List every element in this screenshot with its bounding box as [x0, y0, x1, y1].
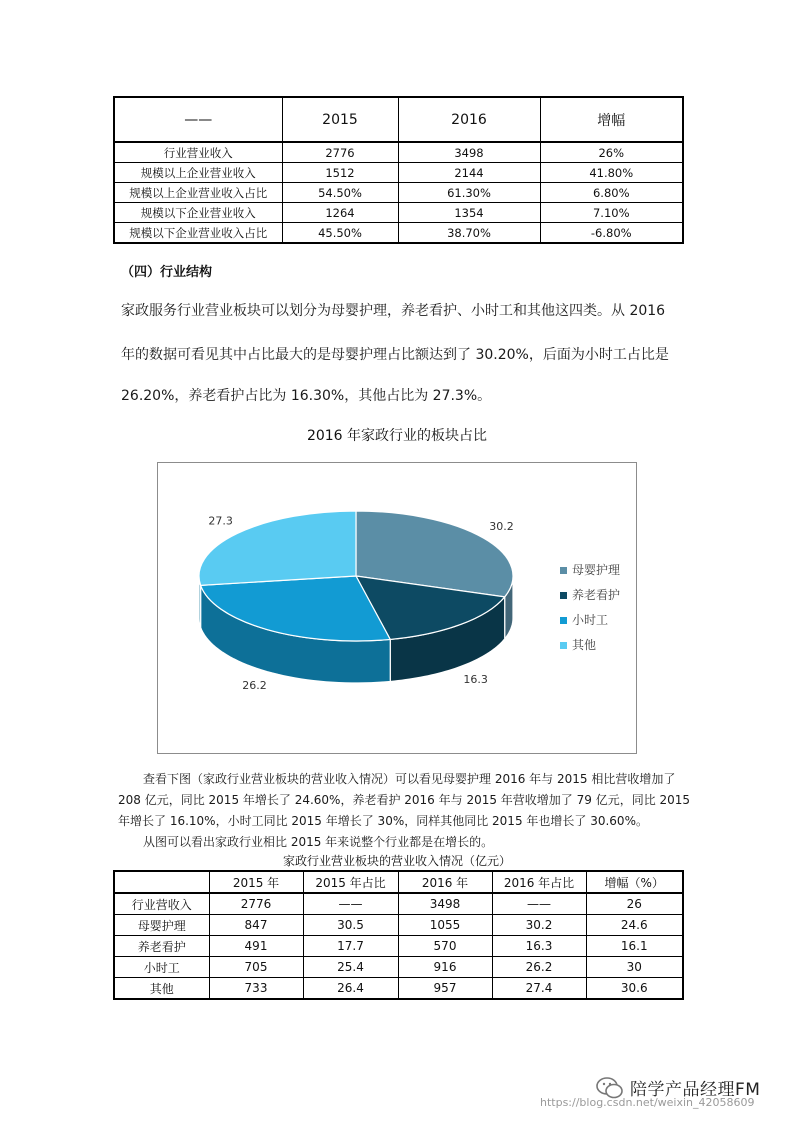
table-cell: 1264 — [282, 203, 398, 223]
revenue-table — [113, 96, 684, 244]
table-cell: 30 — [586, 957, 683, 978]
pie-data-label: 26.2 — [242, 679, 267, 693]
table-row — [114, 893, 683, 915]
pie-data-label: 16.3 — [463, 672, 488, 686]
table-cell: —— — [492, 893, 586, 915]
table-cell: 行业营收入 — [114, 893, 209, 915]
chart-title: 2016 年家政行业的板块占比 — [306, 428, 488, 444]
table-row — [114, 163, 683, 183]
table-row — [114, 203, 683, 223]
table-header-cell — [114, 871, 209, 893]
table-cell: 其他 — [114, 978, 209, 1000]
table-cell: 30.2 — [492, 915, 586, 936]
paragraph-line: 家政服务行业营业板块可以划分为母婴护理，养老看护、小时工和其他这四类。从 2016 — [121, 303, 666, 319]
table-cell: 1512 — [282, 163, 398, 183]
table-cell: 957 — [398, 978, 492, 1000]
table-header-cell: 增幅 — [540, 97, 683, 142]
table-cell: -6.80% — [540, 223, 683, 244]
table-cell: 规模以下企业营业收入占比 — [114, 223, 282, 244]
table-cell: 26% — [540, 142, 683, 163]
table-cell: 847 — [209, 915, 303, 936]
legend-swatch — [560, 642, 567, 649]
legend-label: 母婴护理 — [572, 563, 621, 577]
table-header-cell: 2015 年 — [209, 871, 303, 893]
table-cell: 小时工 — [114, 957, 209, 978]
legend-label: 养老看护 — [572, 588, 621, 602]
watermark-url: https://blog.csdn.net/weixin_42058609 — [540, 1096, 755, 1109]
table-cell: 916 — [398, 957, 492, 978]
table-cell: 25.4 — [303, 957, 398, 978]
table-cell: 733 — [209, 978, 303, 1000]
table-cell: 24.6 — [586, 915, 683, 936]
table-cell: 26 — [586, 893, 683, 915]
table-cell: 54.50% — [282, 183, 398, 203]
table-cell: 规模以上企业营业收入占比 — [114, 183, 282, 203]
pie-chart — [158, 463, 638, 755]
table-cell: 570 — [398, 936, 492, 957]
table-cell: 2776 — [282, 142, 398, 163]
table-cell: 1354 — [398, 203, 540, 223]
table-cell: 2776 — [209, 893, 303, 915]
table-cell: 30.6 — [586, 978, 683, 1000]
paragraph-line: 26.20%，养老看护占比为 16.30%，其他占比为 27.3%。 — [121, 388, 492, 404]
table-header-cell: 2015 — [282, 97, 398, 142]
table-cell: 27.4 — [492, 978, 586, 1000]
table-header-cell: 2016 年 — [398, 871, 492, 893]
table-cell: 26.2 — [492, 957, 586, 978]
table-header-cell: 2016 年占比 — [492, 871, 586, 893]
table-title: 家政行业营业板块的营业收入情况（亿元） — [282, 854, 511, 868]
table-cell: 养老看护 — [114, 936, 209, 957]
table-cell: 6.80% — [540, 183, 683, 203]
legend-swatch — [560, 592, 567, 599]
legend-label: 小时工 — [572, 613, 609, 627]
table-cell: 3498 — [398, 142, 540, 163]
table-cell: 30.5 — [303, 915, 398, 936]
table-cell: 2144 — [398, 163, 540, 183]
table-row — [114, 957, 683, 978]
paragraph-line: 208 亿元，同比 2015 年增长了 24.60%，养老看护 2016 年与 2015 年营收增加了 79 亿元，同比 2015 — [118, 793, 691, 807]
table-cell: 行业营业收入 — [114, 142, 282, 163]
pie-chart-frame — [157, 462, 637, 754]
table-row — [114, 978, 683, 1000]
table-cell: 规模以上企业营业收入 — [114, 163, 282, 183]
table-cell: 17.7 — [303, 936, 398, 957]
table-cell: 61.30% — [398, 183, 540, 203]
table-row — [114, 915, 683, 936]
table-header-cell: 2016 — [398, 97, 540, 142]
table-cell: 16.1 — [586, 936, 683, 957]
table-cell: 3498 — [398, 893, 492, 915]
legend-label: 其他 — [572, 638, 597, 652]
segment-revenue-table — [113, 870, 684, 1000]
paragraph-line: 年增长了 16.10%，小时工同比 2015 年增长了 30%，同样其他同比 2015 年也增长了 30.60%。 — [118, 814, 648, 828]
pie-data-label: 27.3 — [208, 514, 233, 528]
table-row — [114, 223, 683, 244]
table-row — [114, 183, 683, 203]
table-header-cell: 增幅（%） — [586, 871, 683, 893]
section-heading: （四）行业结构 — [121, 265, 213, 280]
table-cell: 母婴护理 — [114, 915, 209, 936]
legend-swatch — [560, 567, 567, 574]
paragraph-line: 从图可以看出家政行业相比 2015 年来说整个行业都是在增长的。 — [143, 835, 494, 849]
table-header-cell: —— — [114, 97, 282, 142]
table-row — [114, 936, 683, 957]
table-cell: 16.3 — [492, 936, 586, 957]
paragraph-line: 年的数据可看见其中占比最大的是母婴护理占比额达到了 30.20%，后面为小时工占比是 — [121, 347, 669, 363]
table-cell: 45.50% — [282, 223, 398, 244]
table-header-cell: 2015 年占比 — [303, 871, 398, 893]
table-header-row — [114, 871, 683, 893]
table-cell: 26.4 — [303, 978, 398, 1000]
table-cell: 规模以下企业营业收入 — [114, 203, 282, 223]
table-cell: 38.70% — [398, 223, 540, 244]
watermark-brand: 陪学产品经理FM — [630, 1080, 761, 1100]
pie-data-label: 30.2 — [489, 520, 514, 533]
table-cell: —— — [303, 893, 398, 915]
table-cell: 41.80% — [540, 163, 683, 183]
paragraph-line: 查看下图（家政行业营业板块的营业收入情况）可以看见母婴护理 2016 年与 2015 相比营收增加了 — [143, 772, 676, 786]
table-cell: 1055 — [398, 915, 492, 936]
table-header-row — [114, 97, 683, 142]
table-cell: 7.10% — [540, 203, 683, 223]
legend-swatch — [560, 617, 567, 624]
table-row — [114, 142, 683, 163]
table-cell: 491 — [209, 936, 303, 957]
table-cell: 705 — [209, 957, 303, 978]
